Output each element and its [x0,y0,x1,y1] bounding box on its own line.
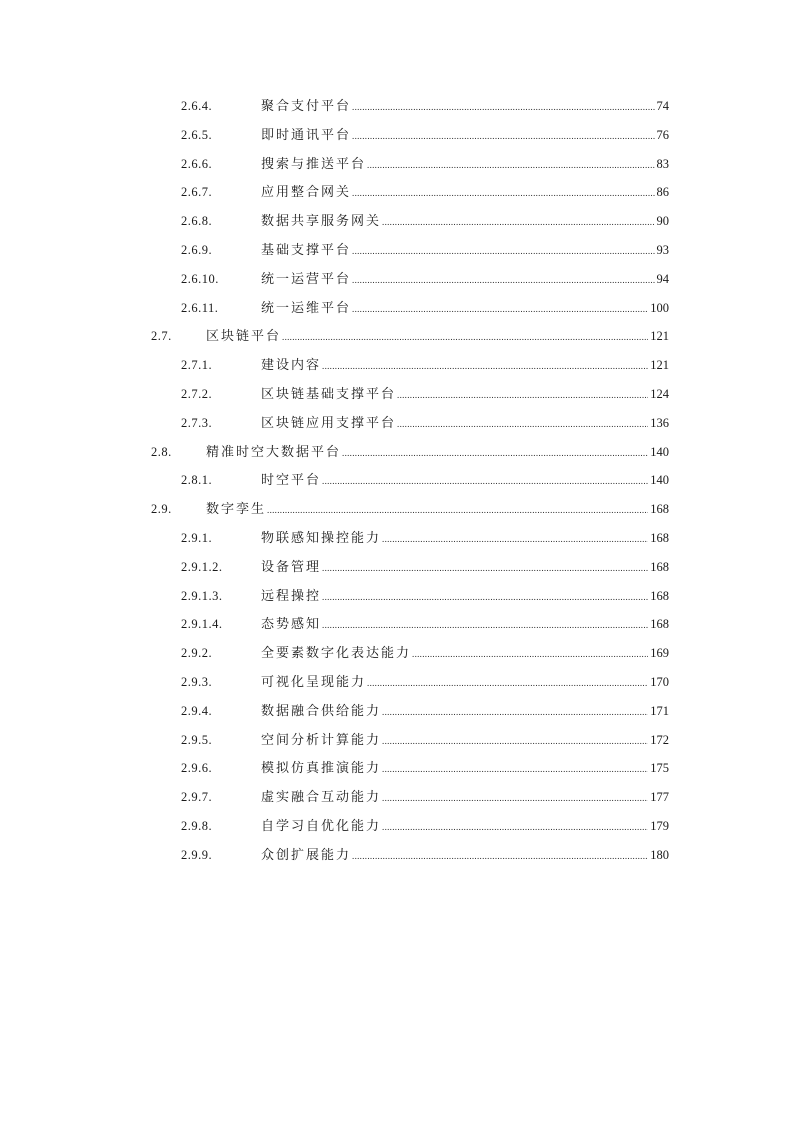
toc-page-number: 76 [656,127,669,142]
toc-line [206,495,669,525]
toc-line [261,121,669,151]
toc-line [261,812,669,842]
toc-entry[interactable] [0,236,793,265]
toc-line [261,265,669,295]
toc-line [261,409,669,439]
toc-title: 区块链平台 [206,329,282,345]
dot-leader [352,842,648,871]
toc-line [261,639,669,669]
toc-line [261,582,669,612]
toc-line [261,783,669,813]
toc-title: 数据共享服务网关 [261,214,382,230]
toc-number: 2.6.10. [181,271,219,286]
dot-leader [352,237,654,266]
toc-line [261,466,669,496]
toc-title: 态势感知 [261,617,322,633]
toc-entry[interactable] [0,438,793,467]
toc-line [261,726,669,756]
toc-entry[interactable] [0,207,793,236]
dot-leader [382,727,648,756]
toc-line [261,524,669,554]
toc-page-number: 74 [656,99,669,113]
dot-leader [397,410,648,439]
toc-page-number: 170 [650,674,669,689]
toc-number: 2.9.1.3. [181,588,223,603]
toc-page-number: 93 [656,242,669,257]
toc-title: 应用整合网关 [261,185,352,201]
toc-page-number: 121 [650,329,669,344]
toc-line [206,438,669,468]
dot-leader [382,208,654,237]
toc-number: 2.7. [151,329,172,344]
dot-leader [352,266,654,295]
toc-number: 2.9.5. [181,732,213,747]
toc-line [261,207,669,237]
dot-leader [367,669,648,698]
toc-number: 2.9.9. [181,847,213,862]
dot-leader [412,640,648,669]
toc-entry[interactable] [0,783,793,812]
toc-entry[interactable] [0,92,793,121]
toc-title: 物联感知操控能力 [261,530,382,546]
dot-leader [322,467,648,496]
toc-number: 2.6.8. [181,214,213,229]
toc-entry[interactable] [0,754,793,783]
toc-number: 2.9.1. [181,530,213,545]
toc-page-number: 124 [650,386,669,401]
toc-number: 2.9.3. [181,674,213,689]
toc-entry[interactable] [0,121,793,150]
toc-page-number: 86 [656,185,669,200]
toc-line [261,150,669,180]
dot-leader [322,583,648,612]
toc-page-number: 121 [650,358,669,373]
toc-entry[interactable] [0,610,793,639]
toc-number: 2.7.3. [181,415,213,430]
toc-page-number: 180 [650,847,669,862]
toc-entry[interactable] [0,322,793,351]
toc-title: 模拟仿真推演能力 [261,761,382,777]
toc-title: 聚合支付平台 [261,99,352,114]
toc-entry[interactable] [0,466,793,495]
toc-title: 统一运营平台 [261,271,352,287]
toc-entry[interactable] [0,150,793,179]
toc-entry[interactable] [0,697,793,726]
toc-entry[interactable] [0,178,793,207]
dot-leader [267,496,648,525]
toc-number: 2.9.6. [181,761,213,776]
toc-line [261,294,669,324]
toc-title: 数字孪生 [206,502,267,518]
toc-page-number: 168 [650,588,669,603]
toc-line [261,668,669,698]
toc-entry[interactable] [0,409,793,438]
toc-entry[interactable] [0,265,793,294]
toc-page-number: 172 [650,732,669,747]
toc-line [261,553,669,583]
toc-entry[interactable] [0,841,793,870]
toc-title: 基础支撑平台 [261,242,352,258]
toc-page-number: 140 [650,473,669,488]
toc-entry[interactable] [0,495,793,524]
toc-page-number: 94 [656,271,669,286]
toc-title: 建设内容 [261,358,322,374]
toc-page-number: 140 [650,444,669,459]
toc-entry[interactable] [0,812,793,841]
toc-page-number: 171 [650,703,669,718]
toc-number: 2.9.8. [181,818,213,833]
toc-page-number: 168 [650,502,669,517]
toc-entry[interactable] [0,380,793,409]
toc-title: 设备管理 [261,559,322,575]
toc-title: 搜索与推送平台 [261,156,367,172]
dot-leader [342,439,648,468]
toc-number: 2.8. [151,444,172,459]
toc-entry[interactable] [0,639,793,668]
toc-page-number: 100 [650,300,669,315]
toc-title: 可视化呈现能力 [261,674,367,690]
toc-page-number: 83 [656,156,669,171]
toc-title: 区块链基础支撑平台 [261,386,397,402]
toc-page-number: 168 [650,617,669,632]
toc-number: 2.6.9. [181,242,213,257]
toc-line [261,351,669,381]
toc-page-number: 175 [650,761,669,776]
dot-leader [397,381,648,410]
toc-entry[interactable] [0,294,793,323]
toc-page-number: 168 [650,530,669,545]
toc-number: 2.6.7. [181,185,213,200]
toc-entry[interactable] [0,582,793,611]
toc-entry[interactable] [0,553,793,582]
toc-number: 2.9. [151,502,172,517]
dot-leader [382,698,648,727]
toc-title: 精准时空大数据平台 [206,444,342,460]
toc-number: 2.9.7. [181,790,213,805]
toc-entry[interactable] [0,668,793,697]
toc-number: 2.6.5. [181,127,213,142]
toc-entry[interactable] [0,351,793,380]
toc-number: 2.6.11. [181,300,219,315]
dot-leader [382,755,648,784]
dot-leader [322,554,648,583]
dot-leader [367,151,654,180]
toc-title: 众创扩展能力 [261,847,352,863]
table-of-contents [0,92,793,870]
dot-leader [282,323,648,352]
toc-line [261,841,669,871]
toc-title: 区块链应用支撑平台 [261,415,397,431]
toc-page-number: 90 [656,214,669,229]
toc-title: 虚实融合互动能力 [261,790,382,806]
dot-leader [322,352,648,381]
toc-line [261,754,669,784]
toc-number: 2.9.2. [181,646,213,661]
dot-leader [382,784,648,813]
toc-line [261,236,669,266]
toc-line [261,380,669,410]
toc-title: 时空平台 [261,473,322,489]
toc-title: 数据融合供给能力 [261,703,382,719]
toc-number: 2.9.1.2. [181,559,223,574]
dot-leader [352,93,654,122]
toc-page-number: 169 [650,646,669,661]
toc-number: 2.8.1. [181,473,213,488]
toc-title: 即时通讯平台 [261,127,352,143]
toc-number: 2.9.1.4. [181,617,223,632]
dot-leader [352,295,648,324]
dot-leader [322,611,648,640]
dot-leader [382,813,648,842]
toc-number: 2.7.2. [181,386,213,401]
toc-page-number: 179 [650,818,669,833]
toc-number: 2.6.4. [181,99,213,113]
toc-line [261,92,669,122]
toc-entry[interactable] [0,726,793,755]
toc-number: 2.6.6. [181,156,213,171]
toc-line [261,610,669,640]
toc-number: 2.9.4. [181,703,213,718]
toc-line [261,697,669,727]
toc-number: 2.7.1. [181,358,213,373]
dot-leader [352,179,654,208]
dot-leader [352,122,654,151]
toc-line [261,178,669,208]
toc-page-number: 168 [650,559,669,574]
toc-page-number: 177 [650,790,669,805]
toc-title: 自学习自优化能力 [261,818,382,834]
toc-line [206,322,669,352]
toc-title: 空间分析计算能力 [261,732,382,748]
toc-entry[interactable] [0,524,793,553]
dot-leader [382,525,648,554]
toc-page-number: 136 [650,415,669,430]
toc-title: 全要素数字化表达能力 [261,646,412,662]
toc-title: 统一运维平台 [261,300,352,316]
toc-title: 远程操控 [261,588,322,604]
